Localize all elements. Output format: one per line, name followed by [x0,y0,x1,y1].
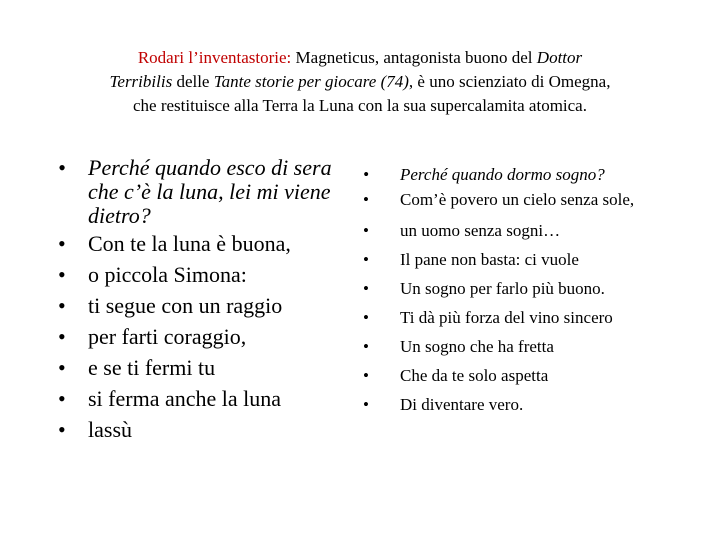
right-poem-item: • Ti dà più forza del vino sincero [363,303,663,332]
header-line-3: che restituisce alla Terra la Luna con la sua supercalamita atomica. [133,96,587,115]
right-poem-item: • Il pane non basta: ci vuole [363,245,663,274]
right-poem-item: • Perché quando dormo sogno? [363,160,663,189]
header-text-1: Magneticus, antagonista buono del [291,48,537,67]
right-poem-item: • un uomo senza sogni… [363,216,663,245]
right-poem-item: • Un sogno che ha fretta [363,332,663,361]
left-poem-item: • si ferma anche la luna [58,383,354,414]
header-book-title: Tante storie per giocare (74) [213,72,409,91]
right-poem-item: • Com’è povero un cielo senza sole, [363,189,663,211]
author-label: Rodari l’inventastorie: [137,48,292,67]
left-poem-item: • lassù [58,414,354,445]
left-poem-item: • e se ti fermi tu [58,352,354,383]
right-poem-list [363,160,663,419]
right-poem-item: • Di diventare vero. [363,390,663,419]
left-poem-list [58,156,354,445]
right-poem-item: • Che da te solo aspetta [363,361,663,390]
header-text-2: delle [172,72,214,91]
slide-header [40,46,680,118]
left-poem-item: • per farti coraggio, [58,321,354,352]
header-dottor: Dottor [536,48,583,67]
right-poem-item: • Un sogno per farlo più buono. [363,274,663,303]
header-text-3: , è uno scienziato di Omegna, [408,72,611,91]
left-poem-item: • Perché quando esco di sera che c’è la luna, lei mi viene dietro? [58,156,354,228]
header-line-1 [40,46,680,70]
header-terribilis: Terribilis [109,72,173,91]
header-line-2 [40,70,680,94]
left-poem-item: • ti segue con un raggio [58,290,354,321]
left-poem-item: • Con te la luna è buona, [58,228,354,259]
left-poem-item: • o piccola Simona: [58,259,354,290]
